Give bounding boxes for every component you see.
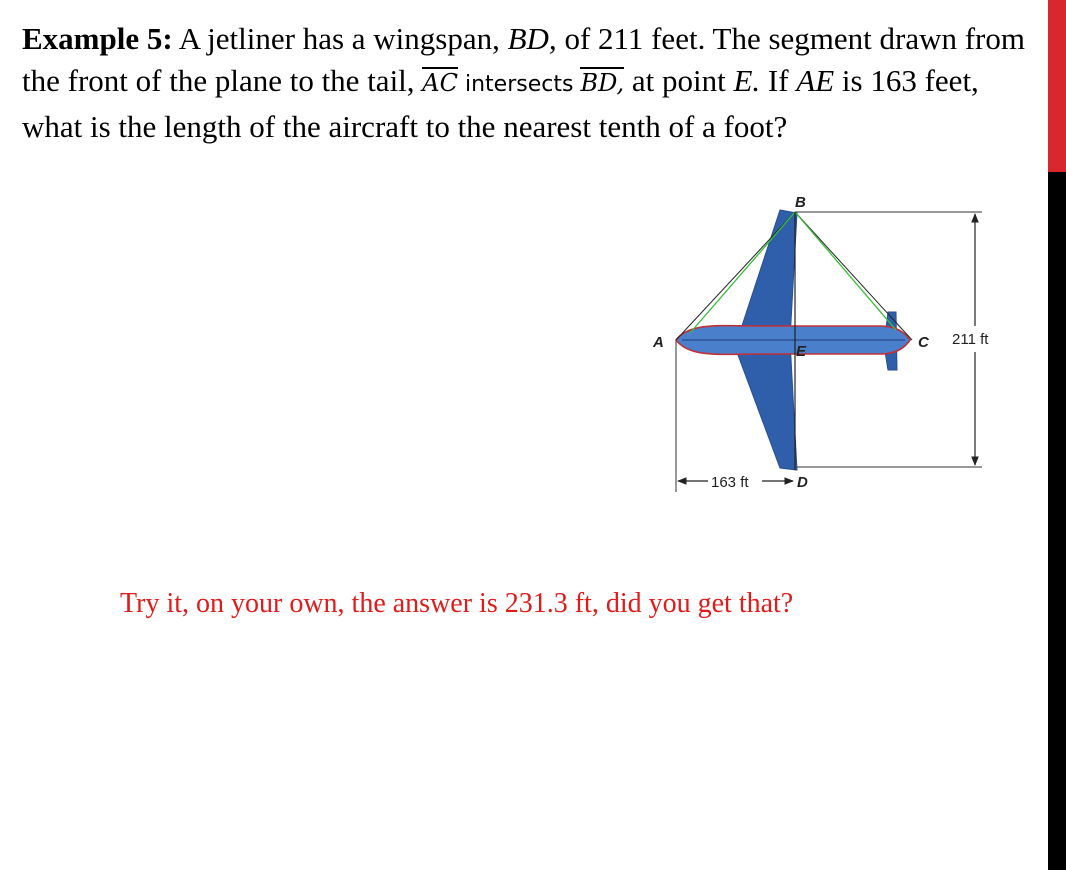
right-edge-accent xyxy=(1048,0,1066,172)
example-label: Example 5: xyxy=(22,21,173,56)
label-b: B xyxy=(795,194,806,211)
wingspan-label: 211 ft xyxy=(952,331,989,348)
label-a: A xyxy=(653,334,664,351)
answer-hint: Try it, on your own, the answer is 231.3 ft, did you get that? xyxy=(120,588,794,619)
label-c: C xyxy=(918,334,929,351)
problem-statement: Example 5: A jetliner has a wingspan, BD, of 211 feet. The segment drawn from the front of the plane to the tail, AC intersects BD, at point E. If AE is 163 feet, what is the length of the aircraft to the nearest tenth of a foot? xyxy=(22,21,1025,144)
ae-term: AE xyxy=(796,63,835,98)
bd-term: BD, xyxy=(507,21,557,56)
segment-ac: AC xyxy=(422,69,458,97)
label-d: D xyxy=(797,474,808,491)
jetliner-diagram xyxy=(640,188,1020,498)
point-e: E. xyxy=(733,63,761,98)
ae-length-label: 163 ft xyxy=(711,474,749,491)
segment-bd: BD, xyxy=(580,69,625,97)
label-e: E xyxy=(796,343,807,360)
